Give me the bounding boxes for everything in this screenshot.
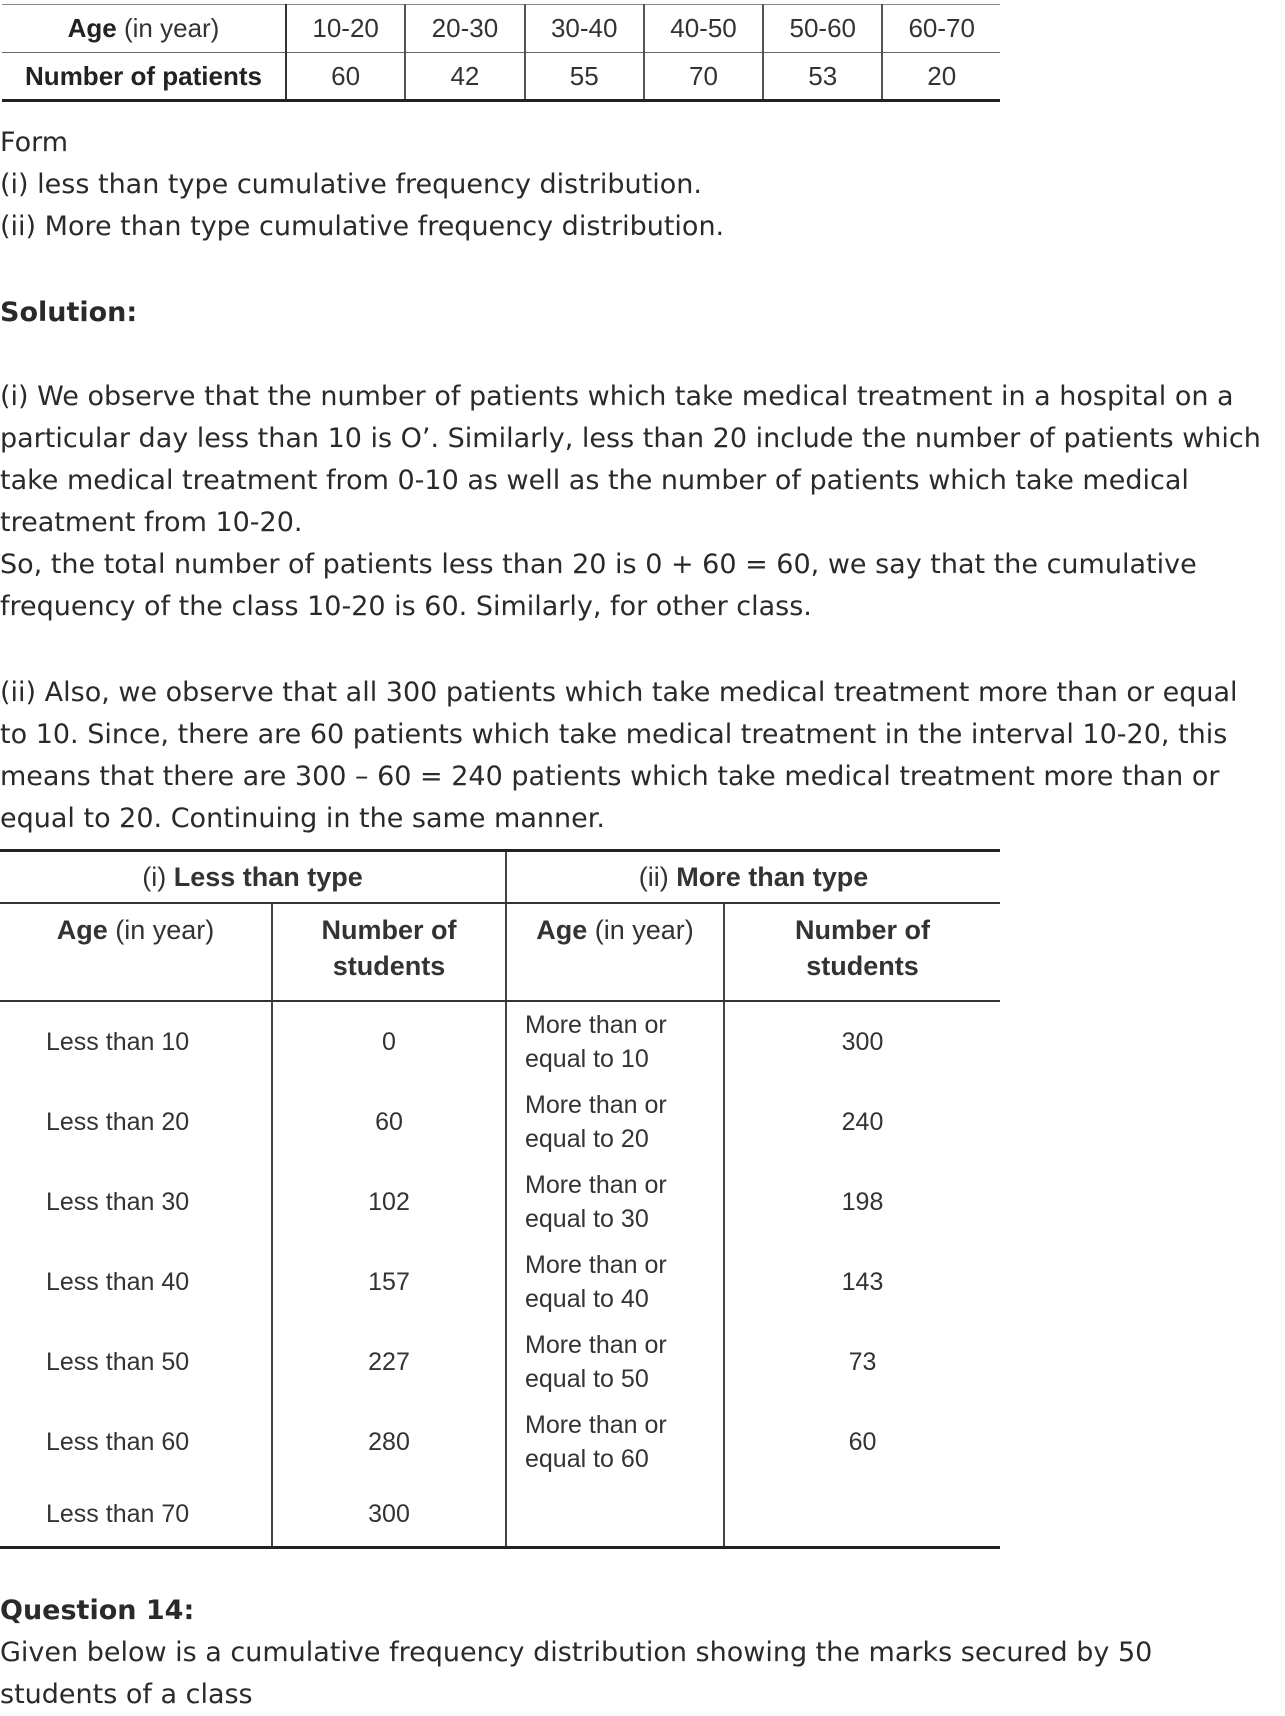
more-than-count-cell: 73: [724, 1322, 1000, 1402]
question-heading: Question 14:: [0, 1595, 195, 1626]
table-row: [0, 1001, 1000, 1082]
more-than-count-cell: 198: [724, 1162, 1000, 1242]
age-column-header: Age (in year): [0, 903, 272, 1001]
age-cell: 60-70: [882, 5, 1000, 53]
less-than-age-cell: Less than 10: [46, 1027, 190, 1056]
paragraph-line: means that there are 300 – 60 = 240 patients which take medical treatment more than or: [0, 761, 1220, 792]
less-than-age-cell: Less than 50: [46, 1347, 190, 1376]
question-text-line: Given below is a cumulative frequency distribution showing the marks secured by 50: [0, 1637, 1153, 1668]
more-than-type-header: (ii) More than type: [506, 851, 1000, 904]
table-row: [0, 1482, 1000, 1548]
less-than-count-cell: 60: [272, 1082, 506, 1162]
paragraph-line: equal to 20. Continuing in the same manner.: [0, 803, 605, 834]
less-than-count-cell: 157: [272, 1242, 506, 1322]
more-than-age-cell: More than or equal to 20: [506, 1082, 724, 1162]
item-less-than: (i) less than type cumulative frequency distribution.: [0, 169, 702, 200]
less-than-count-cell: 0: [272, 1001, 506, 1082]
form-text: Form: [0, 127, 69, 158]
paragraph-line: treatment from 10-20.: [0, 507, 303, 538]
patients-cell: 60: [286, 53, 405, 101]
paragraph-line: frequency of the class 10-20 is 60. Similarly, for other class.: [0, 591, 812, 622]
age-cell: 30-40: [525, 5, 644, 53]
patients-cell: 55: [525, 53, 644, 101]
more-than-age-cell: [506, 1482, 724, 1548]
age-cell: 50-60: [763, 5, 882, 53]
age-column-header: Age (in year): [506, 903, 724, 1001]
less-than-age-cell: Less than 30: [46, 1187, 190, 1216]
more-than-count-cell: 240: [724, 1082, 1000, 1162]
age-cell: 40-50: [644, 5, 763, 53]
column-header-row: [0, 903, 1000, 1001]
patients-cell: 53: [763, 53, 882, 101]
paragraph-line: to 10. Since, there are 60 patients which take medical treatment in the interval 10-20, this: [0, 719, 1228, 750]
table-row: [0, 1402, 1000, 1482]
less-than-age-cell: Less than 40: [46, 1267, 190, 1296]
more-than-age-cell: More than or equal to 10: [506, 1001, 724, 1082]
question-text-line: students of a class: [0, 1679, 253, 1710]
table-row: [0, 1082, 1000, 1162]
more-than-age-cell: More than or equal to 40: [506, 1242, 724, 1322]
age-cell: 20-30: [405, 5, 524, 53]
paragraph-line: particular day less than 10 is O’. Similarly, less than 20 include the number of patients which: [0, 423, 1261, 454]
solution-heading: Solution:: [0, 297, 138, 328]
less-than-count-cell: 102: [272, 1162, 506, 1242]
students-column-header: Number of students: [724, 903, 1000, 1001]
more-than-count-cell: 60: [724, 1402, 1000, 1482]
paragraph-line: (i) We observe that the number of patients which take medical treatment in a hospital on a: [0, 381, 1234, 412]
patients-cell: 42: [405, 53, 524, 101]
students-column-header: Number of students: [272, 903, 506, 1001]
more-than-age-cell: More than or equal to 60: [506, 1402, 724, 1482]
less-than-count-cell: 227: [272, 1322, 506, 1402]
item-more-than: (ii) More than type cumulative frequency distribution.: [0, 211, 725, 242]
table-row: [0, 1242, 1000, 1322]
less-than-count-cell: 300: [272, 1482, 506, 1548]
more-than-count-cell: 143: [724, 1242, 1000, 1322]
more-than-age-cell: More than or equal to 30: [506, 1162, 724, 1242]
less-than-age-cell: Less than 70: [0, 1482, 272, 1548]
cumulative-frequency-table: [0, 849, 1000, 1549]
age-row: [2, 5, 1000, 53]
paragraph-line: (ii) Also, we observe that all 300 patients which take medical treatment more than or equal: [0, 677, 1238, 708]
patients-cell: 70: [644, 53, 763, 101]
age-header: Age (in year): [2, 5, 286, 53]
table-row: [0, 1322, 1000, 1402]
less-than-age-cell: Less than 60: [46, 1427, 190, 1456]
paragraph-line: take medical treatment from 0-10 as well as the number of patients which take medical: [0, 465, 1189, 496]
patients-header: Number of patients: [2, 53, 286, 101]
more-than-age-cell: More than or equal to 50: [506, 1322, 724, 1402]
patients-cell: 20: [882, 53, 1000, 101]
paragraph-line: So, the total number of patients less than 20 is 0 + 60 = 60, we say that the cumulative: [0, 549, 1197, 580]
patients-row: [2, 53, 1000, 101]
type-header-row: [0, 851, 1000, 904]
less-than-type-header: (i) Less than type: [0, 851, 506, 904]
more-than-count-cell: 300: [724, 1001, 1000, 1082]
less-than-count-cell: 280: [272, 1402, 506, 1482]
table-row: [0, 1162, 1000, 1242]
less-than-age-cell: Less than 20: [46, 1107, 190, 1136]
age-cell: 10-20: [286, 5, 405, 53]
more-than-count-cell: [724, 1482, 1000, 1548]
frequency-table: [2, 4, 1000, 102]
